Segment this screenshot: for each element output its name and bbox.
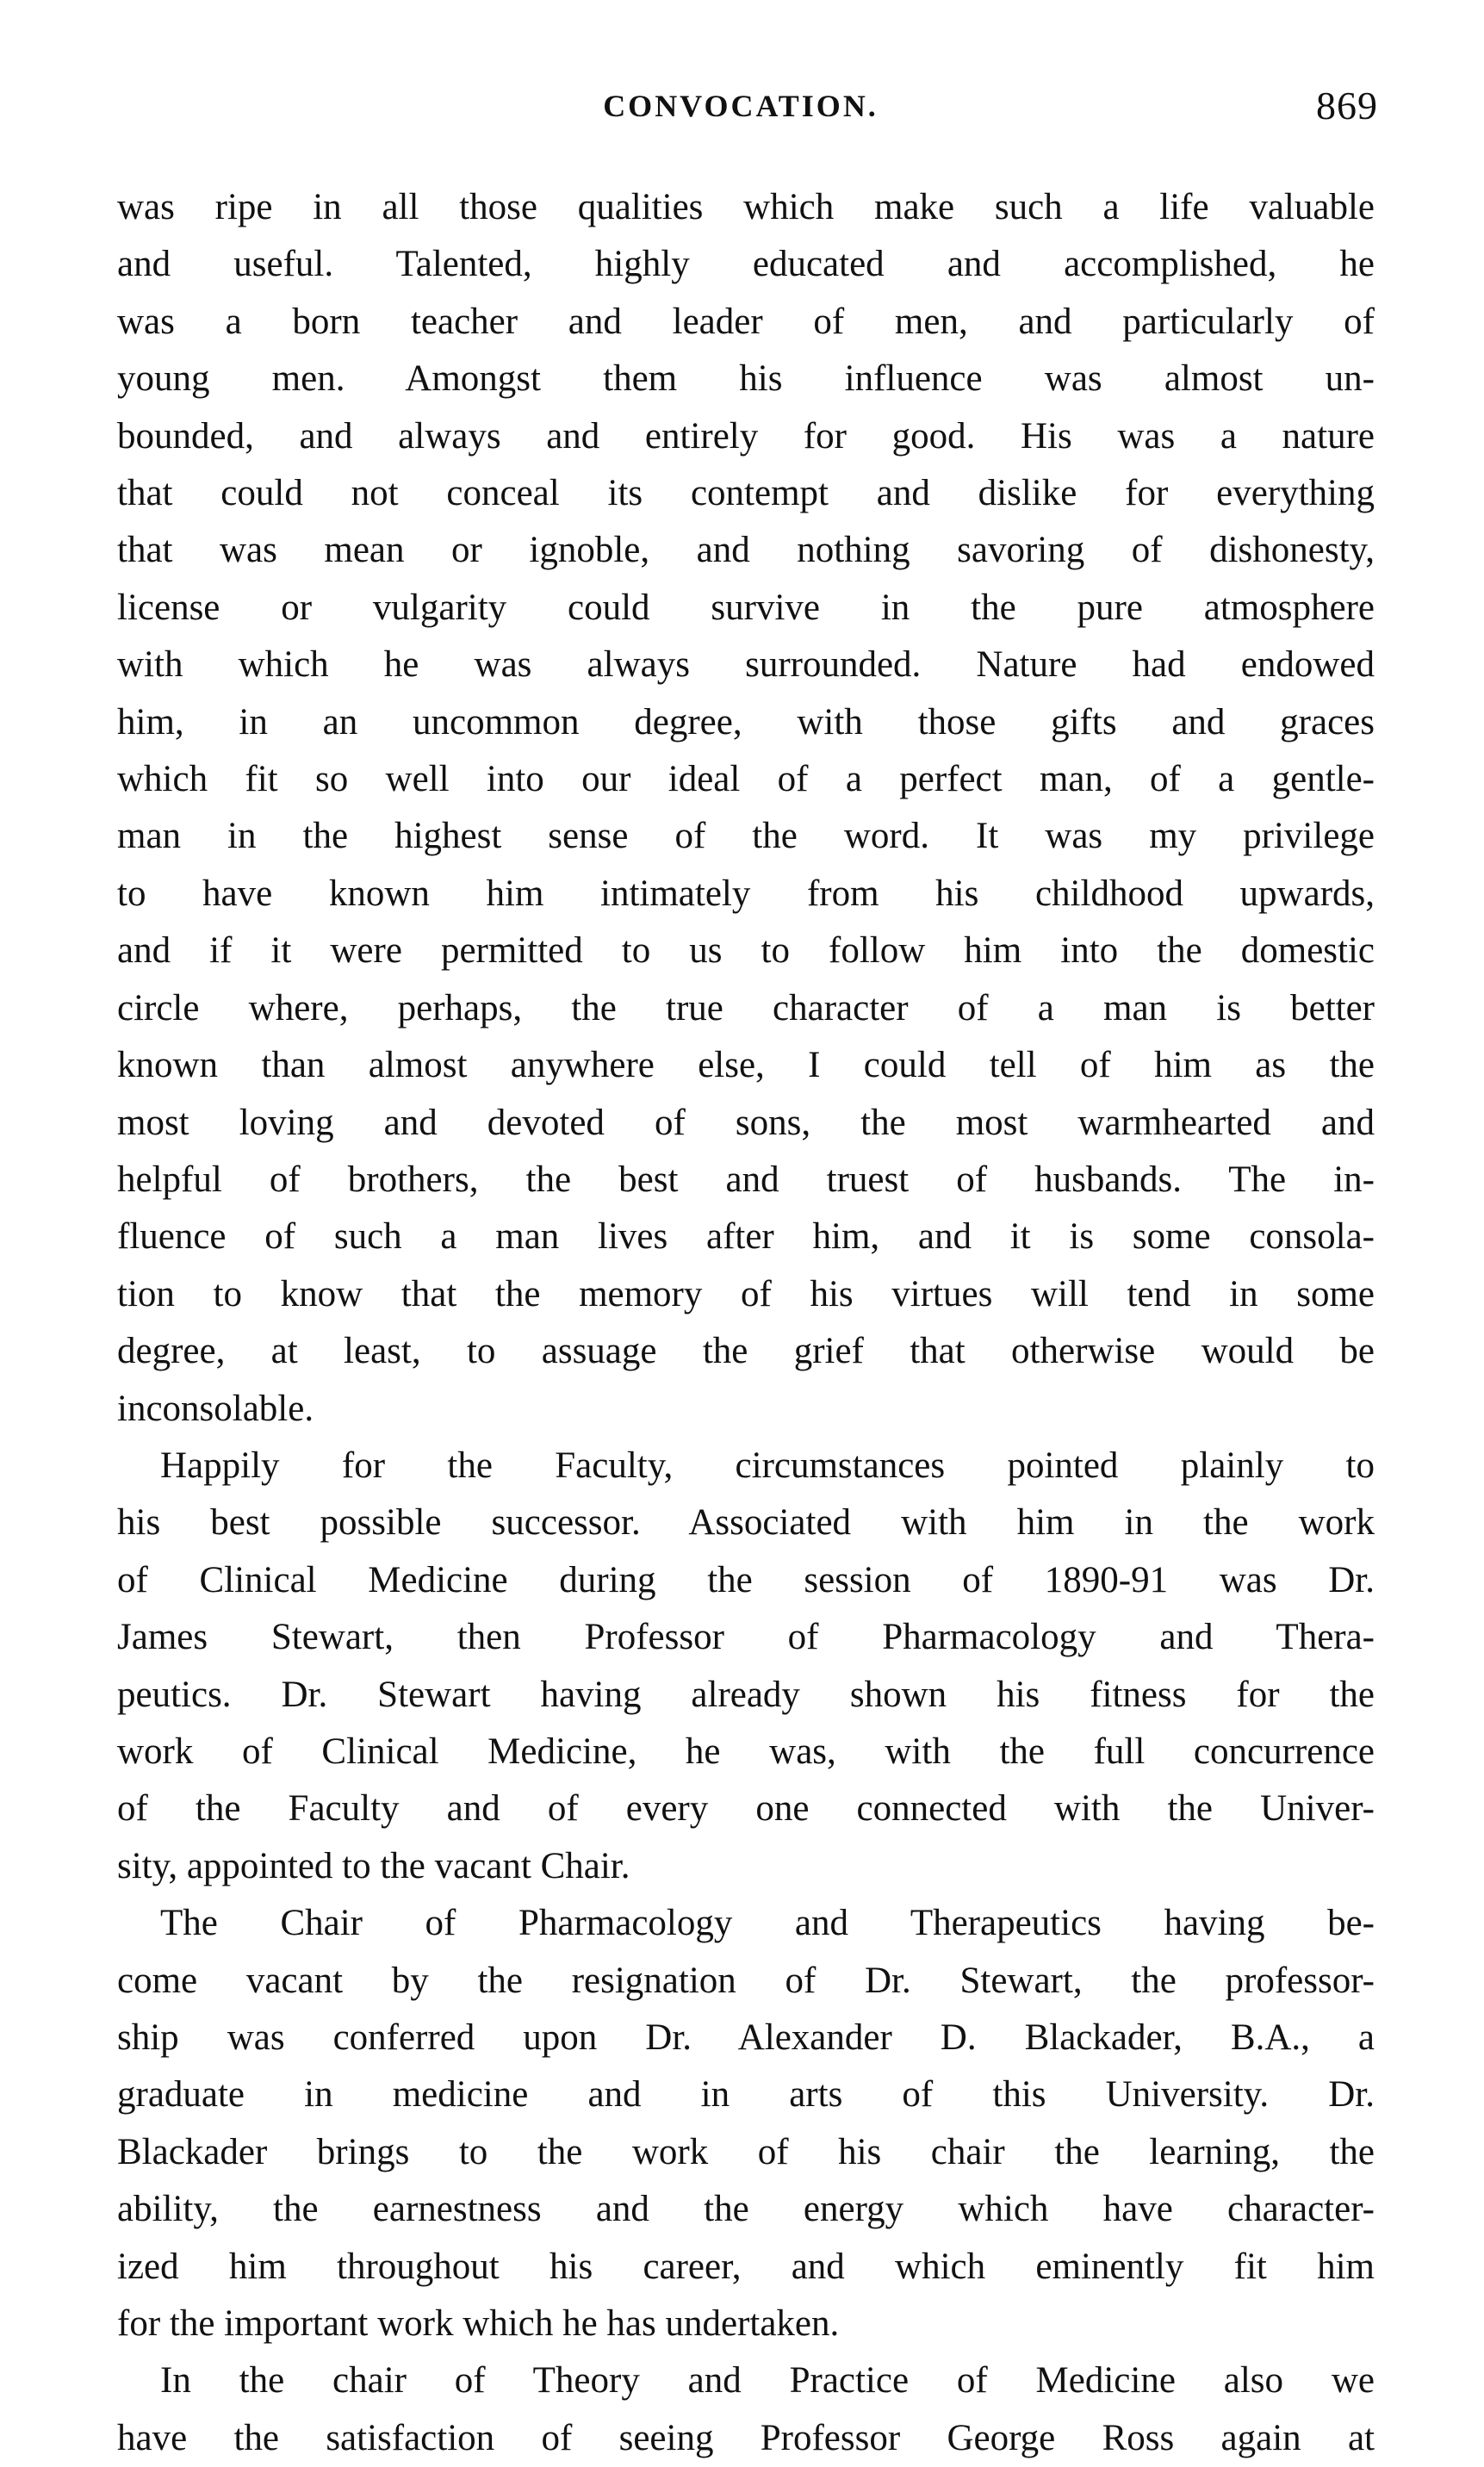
text-line: man in the highest sense of the word. It was my privilege: [117, 816, 1375, 857]
text-line: inconsolable.: [117, 1388, 314, 1429]
text-line: to have known him intimately from his childhood upwards,: [117, 873, 1375, 914]
text-line: fluence of such a man lives after him, and it is some consola-: [117, 1216, 1375, 1258]
text-line: of the Faculty and of every one connected with the Univer-: [117, 1788, 1375, 1830]
text-line: circle where, perhaps, the true character of a man is better: [117, 987, 1375, 1028]
text-line: of Clinical Medicine during the session of 1890-91 was Dr.: [117, 1559, 1375, 1600]
text-line: most loving and devoted of sons, the most warmhearted and: [117, 1102, 1375, 1143]
text-line: Happily for the Faculty, circumstances pointed plainly to: [160, 1445, 1375, 1486]
text-line: with which he was always surrounded. Nature had endowed: [117, 644, 1375, 686]
text-line: ability, the earnestness and the energy which have character-: [117, 2189, 1375, 2230]
text-line: was a born teacher and leader of men, and particularly of: [117, 301, 1375, 342]
text-line: degree, at least, to assuage the grief that otherwise would be: [117, 1331, 1375, 1372]
text-line: work of Clinical Medicine, he was, with the full concurrence: [117, 1731, 1375, 1772]
text-line: him, in an uncommon degree, with those gifts and graces: [117, 701, 1375, 743]
text-line: have the satisfaction of seeing Professor George Ross again at: [117, 2417, 1375, 2458]
text-line: his best possible successor. Associated with him in the work: [117, 1502, 1375, 1544]
running-head: [103, 84, 1378, 140]
paragraph: [117, 1438, 1375, 1895]
text-line: that was mean or ignoble, and nothing savoring of dishonesty,: [117, 530, 1375, 571]
text-line: helpful of brothers, the best and truest of husbands. The in-: [117, 1159, 1375, 1200]
paragraph: [117, 179, 1375, 1438]
text-line: ship was conferred upon Dr. Alexander D. Blackader, B.A., a: [117, 2017, 1375, 2058]
text-line: James Stewart, then Professor of Pharmacology and Thera-: [117, 1617, 1375, 1658]
text-line: which fit so well into our ideal of a perfect man, of a gentle-: [117, 759, 1375, 800]
text-line: for the important work which he has undertaken.: [117, 2303, 840, 2345]
paragraph: [117, 2352, 1375, 2467]
text-line: license or vulgarity could survive in the pure atmosphere: [117, 587, 1375, 628]
text-line: In the chair of Theory and Practice of Medicine also we: [160, 2360, 1375, 2402]
text-line: peutics. Dr. Stewart having already shown his fitness for the: [117, 1674, 1375, 1715]
page-number: 869: [1316, 84, 1378, 127]
running-title: CONVOCATION.: [603, 89, 879, 123]
text-line: bounded, and always and entirely for good. His was a nature: [117, 415, 1375, 457]
text-line: known than almost anywhere else, I could tell of him as the: [117, 1045, 1375, 1086]
text-line: young men. Amongst them his influence was almost un-: [117, 358, 1375, 400]
text-line: was ripe in all those qualities which make such a life valuable: [117, 187, 1375, 227]
text-line: that could not conceal its contempt and dislike for everything: [117, 473, 1375, 514]
text-line: and useful. Talented, highly educated and accomplished, he: [117, 244, 1375, 285]
paragraph: [117, 1895, 1375, 2352]
body-text: [117, 179, 1375, 2467]
text-line: tion to know that the memory of his virtues will tend in some: [117, 1273, 1375, 1314]
text-line: Blackader brings to the work of his chair the learning, the: [117, 2131, 1375, 2172]
text-line: graduate in medicine and in arts of this University. Dr.: [117, 2074, 1375, 2116]
text-line: ized him throughout his career, and which eminently fit him: [117, 2246, 1375, 2287]
text-line: come vacant by the resignation of Dr. Stewart, the professor-: [117, 1960, 1375, 2001]
text-line: The Chair of Pharmacology and Therapeutics having be-: [160, 1903, 1375, 1944]
text-line: and if it were permitted to us to follow him into the domestic: [117, 930, 1375, 972]
text-line: sity, appointed to the vacant Chair.: [117, 1845, 630, 1886]
